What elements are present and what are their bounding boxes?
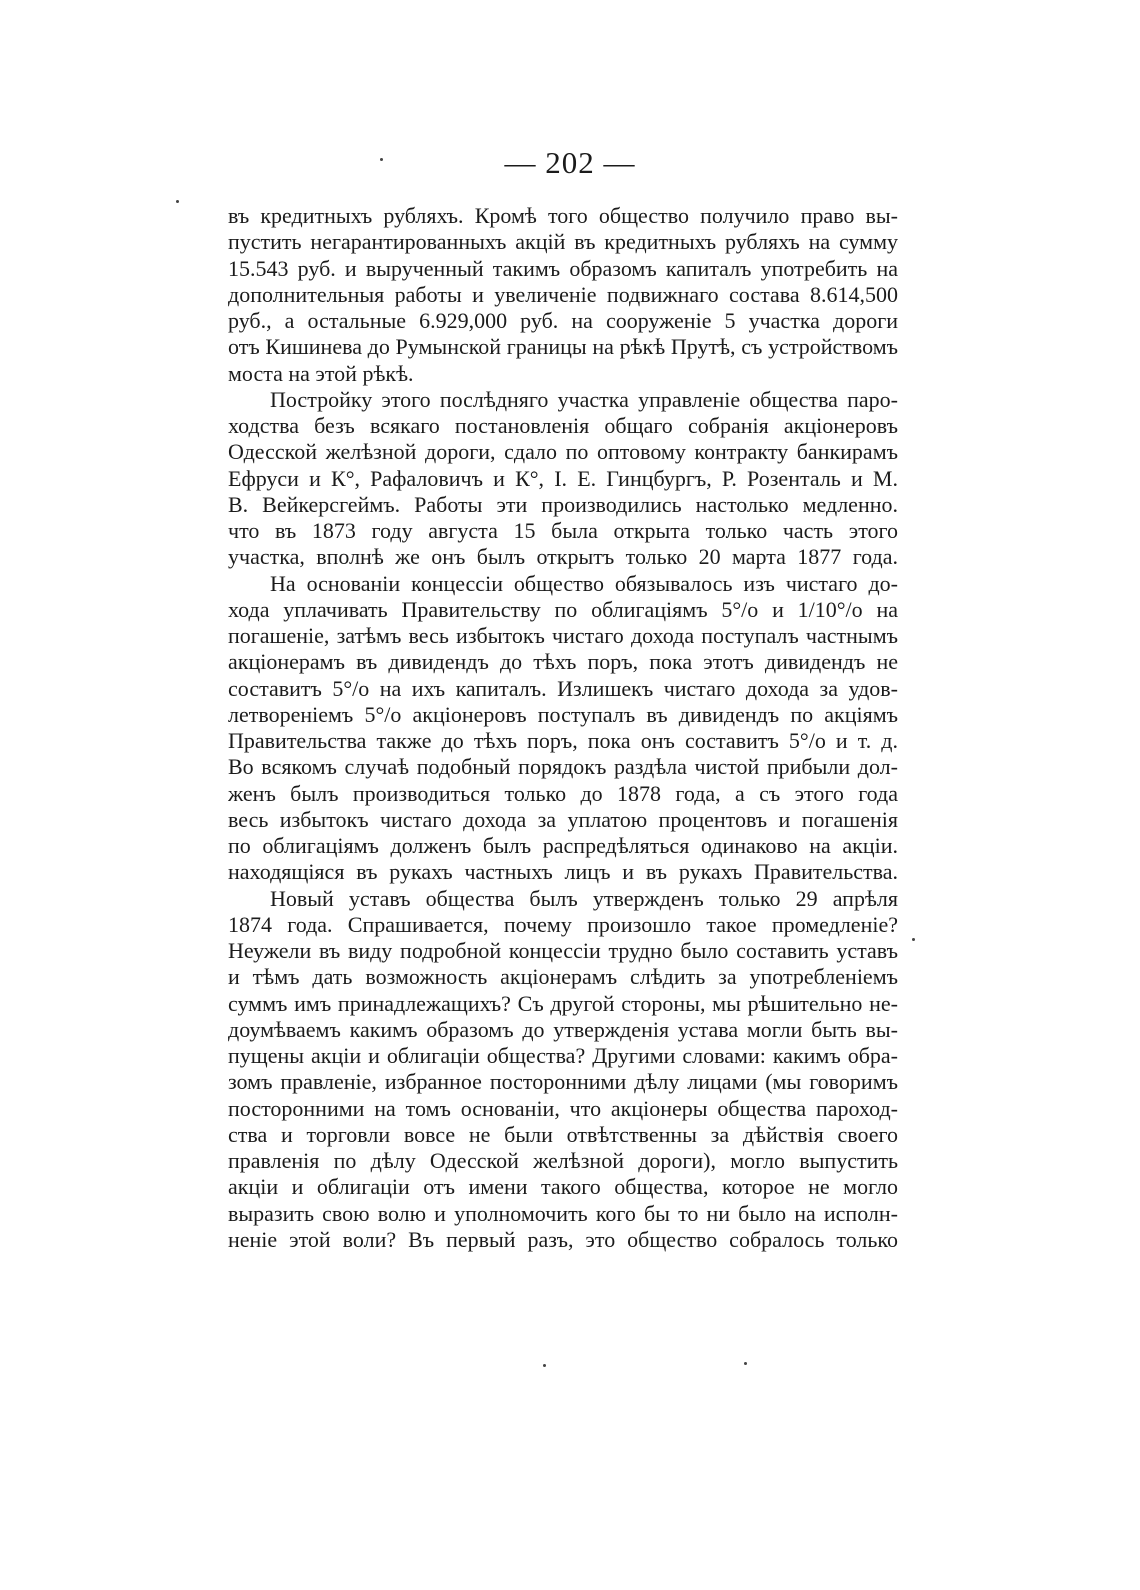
text-line: летвореніемъ 5°/о акціонеровъ поступалъ въ дивидендъ по акціямъ (228, 701, 898, 727)
text-line: участка, вполнѣ же онъ былъ открытъ только 20 марта 1877 года. (228, 544, 898, 570)
text-line: весь избытокъ чистаго дохода за уплатою процентовъ и погашенія (228, 806, 898, 832)
text-line: Во всякомъ случаѣ подобный порядокъ раздѣла чистой прибыли дол- (228, 754, 898, 780)
text-line: Правительства также до тѣхъ поръ, пока онъ составитъ 5°/о и т. д. (228, 728, 898, 753)
scan-speck (744, 1362, 747, 1365)
text-line: акціонерамъ въ дивидендъ до тѣхъ поръ, пока этотъ дивидендъ не (228, 649, 898, 675)
text-line: 15.543 руб. и вырученный такимъ образомъ капиталъ употребить на (228, 255, 898, 281)
text-line: руб., а остальные 6.929,000 руб. на сооруженіе 5 участка дороги (228, 308, 898, 333)
text-line: ходства безъ всякаго постановленія общаго собранія акціонеровъ (228, 413, 898, 438)
paragraph-start: Новый уставъ общества былъ утвержденъ только 29 апрѣля (270, 885, 898, 911)
text-line: отъ Кишинева до Румынской границы на рѣкѣ Прутѣ, съ устройствомъ (228, 334, 898, 360)
paragraph-start: Постройку этого послѣдняго участка управленіе общества паро- (270, 386, 898, 412)
text-line: доумѣваемъ какимъ образомъ до утвержденія устава могли быть вы- (228, 1016, 898, 1042)
text-line: находящіяся въ рукахъ частныхъ лицъ и въ рукахъ Правительства. (228, 859, 898, 885)
text-line: пущены акціи и облигаціи общества? Другими словами: какимъ обра- (228, 1043, 898, 1068)
text-line: ства и торговли вовсе не были отвѣтственны за дѣйствія своего (228, 1121, 898, 1147)
text-line: и тѣмъ дать возможность акціонерамъ слѣдить за употребленіемъ (228, 964, 898, 990)
text-line: въ кредитныхъ рубляхъ. Кромѣ того общество получило право вы- (228, 203, 898, 228)
body-text (228, 203, 898, 1253)
text-line: 1874 года. Спрашивается, почему произошло такое промедленіе? (228, 911, 898, 937)
text-line: погашеніе, затѣмъ весь избытокъ чистаго дохода поступалъ частнымъ (228, 623, 898, 648)
text-line: выразить свою волю и уполномочить кого бы то ни было на исполн- (228, 1200, 898, 1226)
text-line: что въ 1873 году августа 15 была открыта только часть этого (228, 518, 898, 543)
scan-speck (380, 158, 383, 161)
text-line: Ефруси и К°, Рафаловичъ и К°, І. Е. Гинцбургъ, Р. Розенталь и М. (228, 465, 898, 491)
text-line: акціи и облигаціи отъ имени такого общества, которое не могло (228, 1174, 898, 1200)
text-line: неніе этой воли? Въ первый разъ, это общество собралось только (228, 1226, 898, 1252)
text-line: составитъ 5°/о на ихъ капиталъ. Излишекъ чистаго дохода за удов- (228, 675, 898, 701)
paragraph-start: На основаніи концессіи общество обязывалось изъ чистаго до- (270, 570, 898, 596)
text-line: посторонними на томъ основаніи, что акціонеры общества пароход- (228, 1095, 898, 1121)
text-line: В. Вейкерсгеймъ. Работы эти производились настолько медленно. (228, 491, 898, 517)
page-number: — 202 — (504, 145, 636, 180)
text-line: по облигаціямъ долженъ былъ распредѣляться одинаково на акціи. (228, 833, 898, 858)
text-line: Одесской желѣзной дороги, сдало по оптовому контракту банкирамъ (228, 439, 898, 465)
scan-speck (176, 200, 179, 203)
text-line: зомъ правленіе, избранное посторонними дѣлу лицами (мы говоримъ (228, 1069, 898, 1095)
text-line: женъ былъ производиться только до 1878 года, а съ этого года (228, 780, 898, 806)
text-line: моста на этой рѣкѣ. (228, 360, 414, 386)
text-line: дополнительныя работы и увеличеніе подвижнаго состава 8.614,500 (228, 281, 898, 307)
scan-speck (912, 938, 915, 941)
scan-speck (543, 1364, 546, 1367)
text-line: суммъ имъ принадлежащихъ? Съ другой стороны, мы рѣшительно не- (228, 990, 898, 1016)
text-line: правленія по дѣлу Одесской желѣзной дороги), могло выпустить (228, 1148, 898, 1173)
text-line: пустить негарантированныхъ акцій въ кредитныхъ рубляхъ на сумму (228, 229, 898, 255)
text-line: Неужели въ виду подробной концессіи трудно было составить уставъ (228, 938, 898, 963)
text-line: хода уплачивать Правительству по облигаціямъ 5°/о и 1/10°/о на (228, 596, 898, 622)
